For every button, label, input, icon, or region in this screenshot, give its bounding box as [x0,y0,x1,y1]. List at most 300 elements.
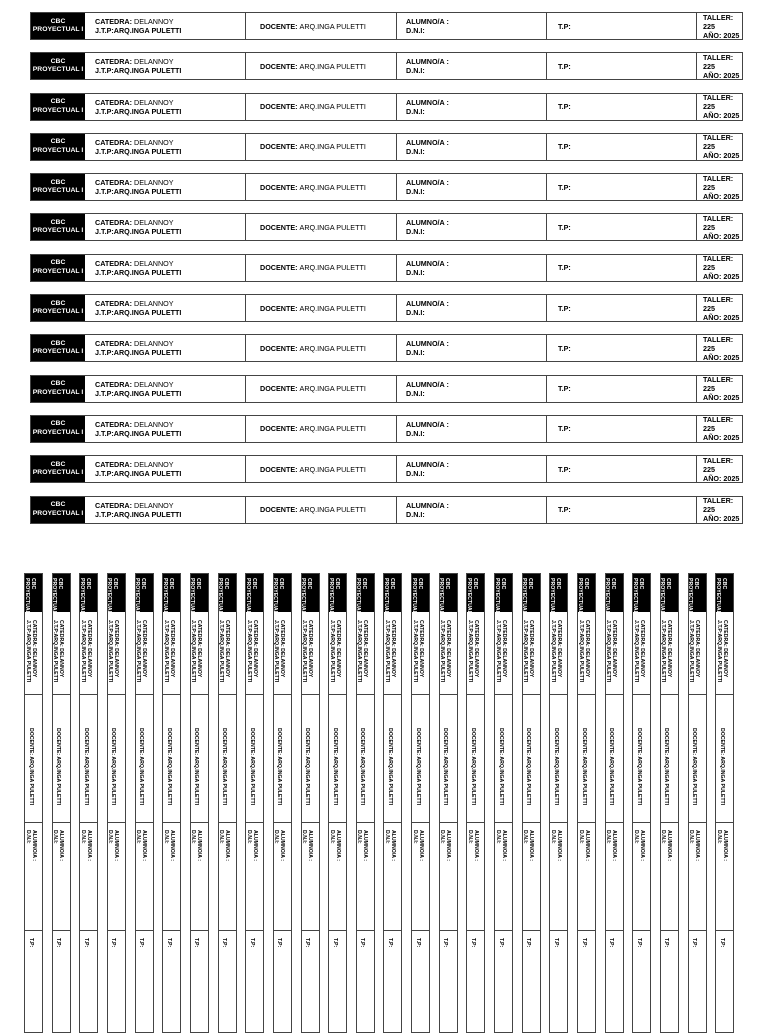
jtp-text: J.T.P:ARQ.INGA PULETTI [190,620,197,683]
tp-text: T.P: [608,938,615,948]
dni-text: D.N.I: [660,830,667,844]
horizontal-label [30,52,743,80]
taller-cell [697,214,742,240]
course-text: PROYECTUAL I [355,578,362,617]
catedra-value: DELANNOY [134,339,174,349]
separator [689,822,706,823]
catedra-key: CATEDRA: [95,299,132,309]
separator [274,930,291,931]
catedra-text: CATEDRA: DELANNOY [334,620,341,678]
catedra-value: DELANNOY [134,419,174,429]
taller-text: TALLER: 225 [703,12,734,31]
tp-cell [547,335,697,361]
separator [302,930,319,931]
separator [689,930,706,931]
docente-value: ARQ.INGA PULETTI [299,21,366,31]
separator [25,822,42,823]
tp-text: T.P: [558,222,571,232]
separator [80,822,97,823]
catedra-text: CATEDRA: DELANNOY [583,620,590,678]
separator [633,822,650,823]
alumno-text: ALUMNO/A : [694,830,701,861]
cbc-text: CBC [50,259,66,267]
tp-text: T.P: [663,938,670,948]
separator [357,930,374,931]
catedra-cell [85,497,246,523]
separator [689,694,706,695]
docente-text: DOCENTE: ARQ.INGA PULETTI [304,728,310,806]
jtp-text: J.T.P:ARQ.INGA PULETTI [301,620,307,683]
tp-cell [547,456,697,482]
alumno-text: ALUMNO/A : [417,830,424,861]
tp-text: T.P: [558,384,571,394]
docente-value: ARQ.INGA PULETTI [299,464,366,474]
docente-text: DOCENTE: ARQ.INGA PULETTI [27,728,34,806]
vertical-label [301,573,320,1033]
dni-text: D.N.I: [406,308,425,318]
alumno-text: ALUMNO/A : [406,379,449,389]
separator [53,694,70,695]
jtp-text: J.T.P:ARQ.INGA PULETTI [328,620,335,683]
vertical-label [494,573,513,1033]
separator [219,822,236,823]
docente-value: ARQ.INGA PULETTI [299,61,366,71]
cbc-text: CBC [50,17,66,25]
separator [219,694,236,695]
catedra-text: CATEDRA: DELANNOY [638,620,645,678]
separator [550,822,567,823]
tp-text: T.P: [248,938,255,948]
separator [440,694,457,695]
tp-text: T.P: [55,938,62,948]
alumno-text: ALUMNO/A : [85,830,92,861]
separator [716,822,733,823]
vertical-label [411,573,430,1033]
alumno-text: ALUMNO/A : [555,830,562,861]
catedra-value: DELANNOY [134,17,174,26]
separator [302,694,319,695]
cbc-text: CBC [50,98,66,106]
cbc-text: CBC [140,578,147,590]
jtp-text: J.T.P:ARQ.INGA PULETTI [107,620,114,683]
cbc-header [106,574,125,617]
dni-text: D.N.I: [406,267,425,277]
tp-cell [547,376,697,402]
dni-text: D.N.I: [190,830,197,844]
course-text: PROYECTUAL I [631,578,638,617]
vertical-label [356,573,375,1033]
anio-text: AÑO: 2025 [703,312,740,322]
catedra-text: CATEDRA: DELANNOY [500,620,507,678]
separator [246,930,263,931]
separator [523,822,540,823]
separator [467,822,484,823]
alumno-text: ALUMNO/A : [472,830,479,861]
course-text: PROYECTUAL I [548,578,555,617]
jtp-text: J.T.P:ARQ.INGA PULETTI [494,620,501,683]
docente-value: ARQ.INGA PULETTI [299,102,366,112]
separator [274,822,291,823]
vertical-label [218,573,237,1033]
cbc-header [355,574,374,617]
jtp-text: J.T.P:ARQ.INGA PULETTI [52,620,59,683]
vertical-label [632,573,651,1033]
separator [25,694,42,695]
cbc-text: CBC [50,460,66,468]
separator [661,822,678,823]
dni-text: D.N.I: [356,830,363,844]
catedra-text: CATEDRA: DELANNOY [279,620,286,678]
separator [80,930,97,931]
catedra-cell [85,416,246,442]
catedra-key: CATEDRA: [95,379,132,389]
catedra-text: CATEDRA: DELANNOY [555,620,562,678]
separator [329,930,346,931]
jtp-text: J.T.P:ARQ.INGA PULETTI [605,620,612,683]
alumno-text: ALUMNO/A : [406,460,449,470]
docente-key: DOCENTE: [260,182,298,192]
alumno-cell [397,94,547,120]
tp-text: T.P: [718,938,725,948]
horizontal-label [30,12,743,40]
separator [329,822,346,823]
separator [80,694,97,695]
cbc-header [438,574,457,617]
dni-text: D.N.I: [79,830,86,844]
tp-cell [547,255,697,281]
cbc-text: CBC [29,578,36,590]
alumno-cell [397,295,547,321]
course-text: PROYECTUAL I [32,469,84,477]
cbc-text: CBC [50,57,66,65]
docente-key: DOCENTE: [260,61,298,71]
cbc-header [300,574,319,617]
taller-cell [697,94,742,120]
catedra-cell [85,13,246,39]
alumno-text: ALUMNO/A : [141,830,148,861]
cbc-text: CBC [527,578,534,590]
jtp-text: J.T.P:ARQ.INGA PULETTI [135,620,142,683]
vertical-label [190,573,209,1033]
cbc-header [78,574,97,617]
catedra-cell [85,376,246,402]
catedra-value: DELANNOY [134,460,174,470]
cbc-text: CBC [306,578,312,590]
separator [412,694,429,695]
docente-text: DOCENTE: ARQ.INGA PULETTI [552,728,559,806]
jtp-text: J.T.P:ARQ.INGA PULETTI [95,469,182,479]
cbc-header [31,456,85,482]
docente-text: DOCENTE: ARQ.INGA PULETTI [469,728,476,806]
separator [412,930,429,931]
alumno-cell [397,497,547,523]
jtp-text: J.T.P:ARQ.INGA PULETTI [660,620,667,683]
vertical-label [466,573,485,1033]
alumno-text: ALUMNO/A : [251,830,258,861]
tp-text: T.P: [558,182,571,192]
separator [25,930,42,931]
separator [606,930,623,931]
separator [136,822,153,823]
docente-text: DOCENTE: ARQ.INGA PULETTI [718,728,725,806]
alumno-text: ALUMNO/A : [279,830,286,861]
taller-text: TALLER: 225 [703,496,734,515]
catedra-text: CATEDRA: DELANNOY [417,620,424,678]
separator [163,694,180,695]
vertical-label [522,573,541,1033]
taller-text: TALLER: 225 [703,455,734,474]
docente-key: DOCENTE: [260,505,298,515]
docente-key: DOCENTE: [260,303,298,313]
tp-text: T.P: [558,303,571,313]
docente-value: ARQ.INGA PULETTI [299,384,366,394]
docente-key: DOCENTE: [260,464,298,474]
horizontal-label [30,213,743,241]
tp-text: T.P: [469,938,476,948]
catedra-cell [85,214,246,240]
anio-text: AÑO: 2025 [703,393,740,403]
jtp-text: J.T.P:ARQ.INGA PULETTI [356,620,363,683]
separator [53,822,70,823]
course-text: PROYECTUAL I [604,578,611,617]
catedra-text: CATEDRA: DELANNOY [445,620,452,678]
cbc-text: CBC [416,578,423,590]
cbc-header [31,416,85,442]
docente-text: DOCENTE: ARQ.INGA PULETTI [110,728,117,806]
separator [191,822,208,823]
course-text: PROYECTUAL I [687,578,694,617]
catedra-value: DELANNOY [134,500,174,510]
cbc-header [382,574,401,617]
vertical-label [439,573,458,1033]
course-text: PROYECTUAL I [32,66,84,74]
docente-cell [246,295,397,321]
docente-key: DOCENTE: [260,384,298,394]
cbc-header [714,574,733,617]
docente-key: DOCENTE: [260,21,298,31]
course-text: PROYECTUAL I [32,308,84,316]
dni-text: D.N.I: [439,830,446,844]
dni-text: D.N.I: [273,830,280,844]
separator [578,930,595,931]
separator [163,822,180,823]
cbc-text: CBC [223,578,230,590]
alumno-cell [397,134,547,160]
docente-text: DOCENTE: ARQ.INGA PULETTI [138,728,145,806]
docente-value: ARQ.INGA PULETTI [299,505,366,515]
cbc-header [31,214,85,240]
docente-text: DOCENTE: ARQ.INGA PULETTI [221,728,228,806]
alumno-text: ALUMNO/A : [638,830,645,861]
alumno-text: ALUMNO/A : [611,830,618,861]
jtp-text: J.T.P:ARQ.INGA PULETTI [95,267,182,277]
docente-cell [246,13,397,39]
alumno-text: ALUMNO/A : [406,339,449,349]
cbc-header [31,376,85,402]
alumno-text: ALUMNO/A : [721,830,728,861]
catedra-value: DELANNOY [134,97,174,107]
horizontal-label [30,455,743,483]
cbc-header [161,574,180,617]
separator [550,694,567,695]
jtp-text: J.T.P:ARQ.INGA PULETTI [95,26,182,35]
docente-text: DOCENTE: ARQ.INGA PULETTI [663,728,670,806]
docente-text: DOCENTE: ARQ.INGA PULETTI [55,728,62,806]
catedra-text: CATEDRA: DELANNOY [721,620,728,678]
course-text: PROYECTUAL I [438,578,445,617]
catedra-text: CATEDRA: DELANNOY [113,620,120,678]
tp-text: T.P: [558,424,571,434]
docente-cell [246,497,397,523]
dni-text: D.N.I: [162,830,169,844]
course-text: PROYECTUAL I [78,578,85,617]
tp-cell [547,214,697,240]
cbc-text: CBC [499,578,506,590]
cbc-text: CBC [50,299,66,307]
docente-text: DOCENTE: ARQ.INGA PULETTI [165,728,172,806]
taller-text: TALLER: 225 [703,173,734,192]
course-text: PROYECTUAL I [32,388,84,396]
course-text: PROYECTUAL I [32,348,84,356]
taller-text: TALLER: 225 [703,294,734,313]
docente-text: DOCENTE: ARQ.INGA PULETTI [193,728,200,806]
catedra-text: CATEDRA: DELANNOY [472,620,479,678]
tp-cell [547,174,697,200]
catedra-value: DELANNOY [134,258,174,268]
cbc-header [659,574,678,617]
cbc-header [604,574,623,617]
anio-text: AÑO: 2025 [703,433,740,443]
horizontal-labels-sheet [30,12,743,536]
tp-text: T.P: [558,263,571,273]
dni-text: D.N.I: [52,830,59,844]
separator [633,694,650,695]
catedra-key: CATEDRA: [95,97,132,107]
alumno-text: ALUMNO/A : [307,830,313,861]
docente-value: ARQ.INGA PULETTI [299,424,366,434]
catedra-text: CATEDRA: DELANNOY [389,620,396,678]
course-text: PROYECTUAL I [106,578,113,617]
alumno-text: ALUMNO/A : [406,258,449,268]
docente-text: DOCENTE: ARQ.INGA PULETTI [442,728,449,806]
catedra-cell [85,174,246,200]
separator [716,930,733,931]
horizontal-label [30,133,743,161]
cbc-text: CBC [693,578,700,590]
alumno-text: ALUMNO/A : [113,830,120,861]
cbc-header [548,574,567,617]
taller-cell [697,335,742,361]
jtp-text: J.T.P:ARQ.INGA PULETTI [439,620,446,683]
taller-text: TALLER: 225 [703,133,734,152]
course-text: PROYECTUAL I [32,227,84,235]
horizontal-label [30,173,743,201]
docente-cell [246,53,397,79]
cbc-text: CBC [444,578,451,590]
docente-cell [246,376,397,402]
course-text: PROYECTUAL I [493,578,500,617]
cbc-header [244,574,263,617]
separator [163,930,180,931]
jtp-text: J.T.P:ARQ.INGA PULETTI [95,187,182,197]
course-text: PROYECTUAL I [410,578,417,617]
taller-text: TALLER: 225 [703,334,734,353]
anio-text: AÑO: 2025 [703,473,740,483]
catedra-text: CATEDRA: DELANNOY [85,620,92,678]
jtp-text: J.T.P:ARQ.INGA PULETTI [218,620,225,683]
tp-text: T.P: [165,938,172,948]
dni-text: D.N.I: [549,830,556,844]
catedra-text: CATEDRA: DELANNOY [58,620,65,678]
separator [440,822,457,823]
docente-value: ARQ.INGA PULETTI [299,182,366,192]
cbc-header [31,13,85,39]
jtp-text: J.T.P:ARQ.INGA PULETTI [95,509,182,519]
tp-cell [547,295,697,321]
catedra-key: CATEDRA: [95,258,132,268]
alumno-text: ALUMNO/A : [406,17,449,26]
horizontal-label [30,254,743,282]
taller-cell [697,376,742,402]
separator [606,694,623,695]
dni-text: D.N.I: [406,106,425,116]
course-text: PROYECTUAL I [217,578,224,617]
alumno-cell [397,255,547,281]
jtp-text: J.T.P:ARQ.INGA PULETTI [411,620,418,683]
cbc-header [631,574,650,617]
tp-text: T.P: [558,505,571,515]
anio-text: AÑO: 2025 [703,272,740,282]
docente-key: DOCENTE: [260,424,298,434]
separator [467,694,484,695]
anio-text: AÑO: 2025 [703,151,740,161]
course-text: PROYECTUAL I [189,578,196,617]
cbc-header [31,335,85,361]
catedra-text: CATEDRA: DELANNOY [666,620,673,678]
catedra-text: CATEDRA: DELANNOY [251,620,258,678]
jtp-text: J.T.P:ARQ.INGA PULETTI [95,227,182,237]
alumno-cell [397,214,547,240]
alumno-text: ALUMNO/A : [445,830,452,861]
dni-text: D.N.I: [135,830,142,844]
dni-text: D.N.I: [406,146,425,156]
docente-key: DOCENTE: [260,142,298,152]
cbc-text: CBC [50,420,66,428]
jtp-text: J.T.P:ARQ.INGA PULETTI [577,620,584,683]
course-text: PROYECTUAL I [32,267,84,275]
separator [661,694,678,695]
tp-text: T.P: [635,938,642,948]
tp-cell [547,134,697,160]
docente-cell [246,134,397,160]
separator [384,694,401,695]
dni-text: D.N.I: [406,388,425,398]
cbc-header [576,574,595,617]
catedra-key: CATEDRA: [95,57,132,67]
catedra-text: CATEDRA: DELANNOY [611,620,618,678]
tp-text: T.P: [386,938,393,948]
separator [578,694,595,695]
tp-text: T.P: [442,938,449,948]
cbc-header [31,53,85,79]
docente-text: DOCENTE: ARQ.INGA PULETTI [580,728,587,806]
course-text: PROYECTUAL I [244,578,251,617]
catedra-cell [85,255,246,281]
cbc-header [217,574,236,617]
course-text: PROYECTUAL I [51,578,58,617]
course-text: PROYECTUAL I [465,578,472,617]
separator [384,822,401,823]
